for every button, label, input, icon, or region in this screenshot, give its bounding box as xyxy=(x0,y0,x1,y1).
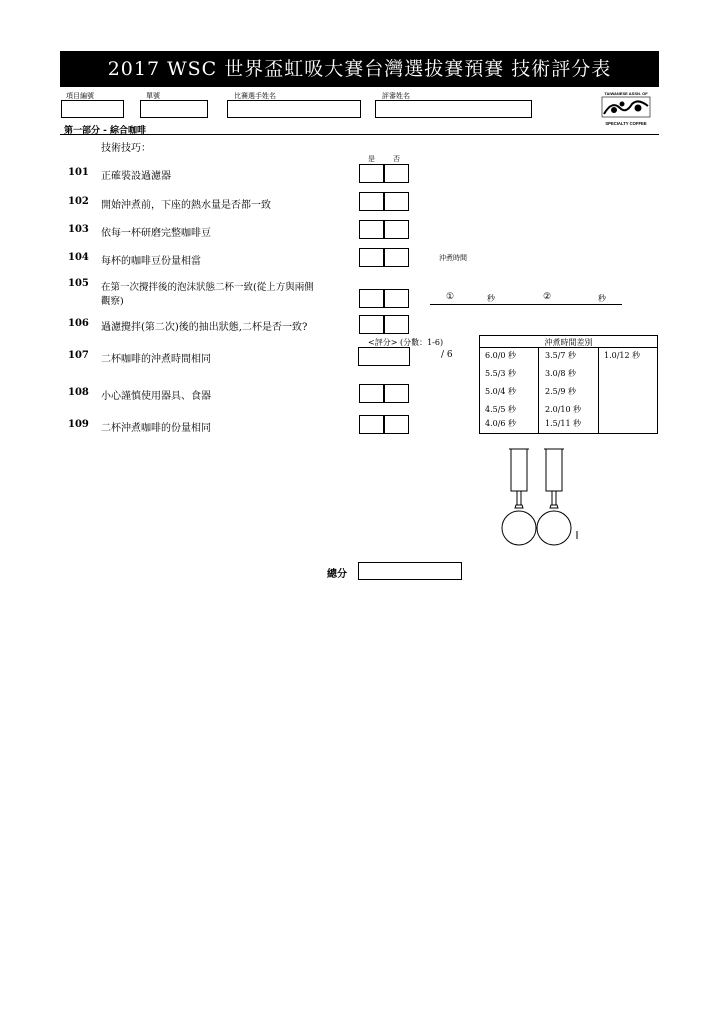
item-number: 107 xyxy=(68,350,89,361)
header-label-competitor: 比賽選手姓名 xyxy=(234,92,276,100)
item-number: 109 xyxy=(68,419,89,430)
yes-checkbox[interactable] xyxy=(359,315,384,334)
table-header: 沖煮時間差別 xyxy=(544,338,593,347)
yes-checkbox[interactable] xyxy=(359,192,384,211)
item-text: 開始沖煮前，下座的熱水量是否都一致 xyxy=(101,200,271,211)
header-label-judge: 評審姓名 xyxy=(382,92,410,100)
competitor-name-field[interactable] xyxy=(227,100,361,118)
brew-time-diff-table xyxy=(479,335,658,434)
brew-time-1-unit: 秒 xyxy=(487,294,495,303)
item-number: 105 xyxy=(68,278,89,289)
no-checkbox[interactable] xyxy=(384,164,409,183)
table-cell: 6.0/0 秒 xyxy=(485,351,517,360)
no-checkbox[interactable] xyxy=(384,384,409,403)
no-checkbox[interactable] xyxy=(384,289,409,308)
no-checkbox[interactable] xyxy=(384,192,409,211)
logo-bottom-text: SPECIALTY COFFEE xyxy=(605,121,647,126)
siphon-illustration xyxy=(500,445,582,551)
judge-name-field[interactable] xyxy=(375,100,532,118)
yes-checkbox[interactable] xyxy=(359,248,384,267)
total-label: 總分 xyxy=(327,569,347,580)
total-score-field[interactable] xyxy=(358,562,462,580)
item-text: 每杯的咖啡豆份量相當 xyxy=(101,256,201,267)
brew-time-2-unit: 秒 xyxy=(598,294,606,303)
item-number: 106 xyxy=(68,318,89,329)
yes-checkbox[interactable] xyxy=(359,164,384,183)
item-text: 二杯沖煮咖啡的份量相同 xyxy=(101,423,211,434)
table-cell: 5.0/4 秒 xyxy=(485,387,517,396)
table-cell: 2.5/9 秒 xyxy=(545,387,577,396)
item-text: 過濾攪拌(第二次)後的抽出狀態,二杯是否一致? xyxy=(101,322,308,333)
yes-header: 是 xyxy=(368,155,375,163)
section-subtitle: 技術技巧： xyxy=(101,143,151,154)
order-no-field[interactable] xyxy=(140,100,208,118)
header-label-order-no: 單號 xyxy=(146,92,160,100)
no-header: 否 xyxy=(393,155,400,163)
brew-time-label: 沖煮時間 xyxy=(439,254,467,262)
score-denominator: / 6 xyxy=(441,350,453,360)
yes-checkbox[interactable] xyxy=(359,384,384,403)
yes-checkbox[interactable] xyxy=(359,415,384,434)
item-text: 在第一次攪拌後的泡沫狀態二杯一致(從上方與兩側 xyxy=(101,282,314,293)
item-text: 二杯咖啡的沖煮時間相同 xyxy=(101,354,211,365)
item-text: 正確裝設過濾器 xyxy=(101,171,171,182)
logo-top-text: TAIWANESE ASSN. OF xyxy=(604,91,648,96)
brew-time-underline xyxy=(430,304,622,305)
table-cell: 3.0/8 秒 xyxy=(545,369,577,378)
no-checkbox[interactable] xyxy=(384,248,409,267)
item-number: 104 xyxy=(68,252,89,263)
page-title: 2017 WSC 世界盃虹吸大賽台灣選拔賽預賽 技術評分表 xyxy=(60,51,659,87)
table-cell: 4.5/5 秒 xyxy=(485,405,517,414)
table-cell: 2.0/10 秒 xyxy=(545,405,582,414)
table-col-divider xyxy=(538,347,539,433)
no-checkbox[interactable] xyxy=(384,220,409,239)
no-checkbox[interactable] xyxy=(384,315,409,334)
table-cell: 1.0/12 秒 xyxy=(604,351,641,360)
brew-time-2-marker: ② xyxy=(543,292,552,302)
table-cell: 5.5/3 秒 xyxy=(485,369,517,378)
table-cell: 3.5/7 秒 xyxy=(545,351,577,360)
item-text: 小心謹慎使用器具、食器 xyxy=(101,391,211,402)
table-cell: 4.0/6 秒 xyxy=(485,419,517,428)
section-title: 第一部分 - 綜合咖啡 xyxy=(64,126,147,136)
item-number: 108 xyxy=(68,387,89,398)
section-divider xyxy=(60,134,659,135)
score-note: <評分> (分數：1-6) xyxy=(368,338,444,347)
item-number: 102 xyxy=(68,196,89,207)
no-checkbox[interactable] xyxy=(384,415,409,434)
table-col-divider xyxy=(598,347,599,433)
association-logo xyxy=(598,90,654,128)
brew-time-1-marker: ① xyxy=(446,292,455,302)
item-number: 101 xyxy=(68,167,89,178)
table-header-divider xyxy=(480,347,657,348)
yes-checkbox[interactable] xyxy=(359,220,384,239)
yes-checkbox[interactable] xyxy=(359,289,384,308)
table-cell: 1.5/11 秒 xyxy=(545,419,582,428)
item-text: 依每一杯研磨完整咖啡豆 xyxy=(101,228,211,239)
score-field[interactable] xyxy=(358,347,410,366)
item-number: 103 xyxy=(68,224,89,235)
item-text-continued: 觀察) xyxy=(101,296,124,307)
header-label-item-no: 項目編號 xyxy=(66,92,94,100)
item-no-field[interactable] xyxy=(61,100,124,118)
